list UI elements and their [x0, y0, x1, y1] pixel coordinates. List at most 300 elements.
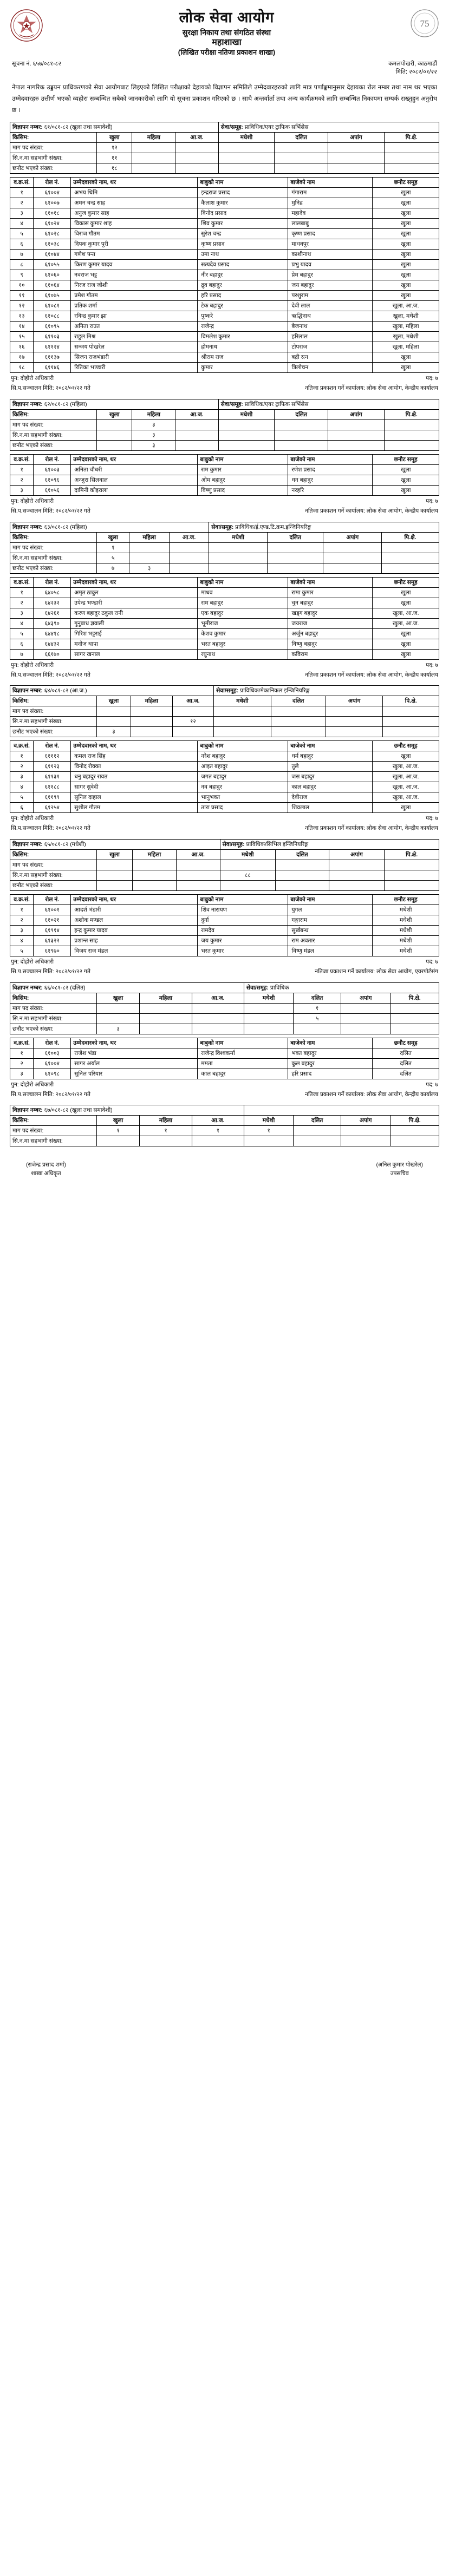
quota-value	[276, 870, 329, 881]
table-cell: ३	[10, 1069, 34, 1079]
table-cell: करण बहादुर ठकुल रानी	[71, 608, 198, 618]
table-row	[10, 762, 439, 772]
section-footnote	[10, 814, 439, 834]
table-row	[10, 628, 439, 639]
results-table	[10, 454, 439, 496]
quota-value	[276, 881, 329, 891]
quota-value	[382, 563, 439, 573]
quota-value	[274, 419, 328, 430]
table-cell: ९	[10, 270, 34, 280]
quota-value	[274, 153, 328, 163]
table-cell: खुला	[373, 208, 439, 219]
quota-value	[384, 153, 439, 163]
quota-value	[140, 1013, 192, 1024]
quota-value	[329, 881, 385, 891]
table-cell: इन्द्र कुमार यादव	[71, 926, 198, 936]
footnote-post-count: पद: ७	[426, 661, 438, 668]
quota-value	[218, 153, 274, 163]
table-cell: आइत बहादुर	[198, 762, 288, 772]
table-cell: सागर सुवेदी	[71, 782, 198, 792]
results-header-row	[10, 178, 439, 188]
table-cell: ६४३९०	[34, 618, 71, 628]
nepal-emblem-icon	[10, 9, 43, 42]
table-cell: खुला, आ.ज.	[373, 792, 439, 803]
quota-category-header: खुला	[97, 133, 132, 143]
adv-service-row	[10, 840, 439, 850]
table-cell: सागर अर्याल	[71, 1058, 198, 1069]
quota-value	[323, 563, 382, 573]
results-column-header: बाबुको नाम	[198, 178, 288, 188]
table-cell: विष्णु मंडल	[288, 946, 373, 956]
results-column-header: छनौट समूह	[373, 178, 439, 188]
quota-summary-table	[10, 522, 439, 574]
table-cell: राजेन्द्र विश्वकर्मा	[198, 1048, 288, 1058]
quota-value	[220, 881, 276, 891]
results-header-row	[10, 577, 439, 587]
table-cell: विजय राज मंडल	[71, 946, 198, 956]
quota-summary-table	[10, 1105, 439, 1146]
quota-value	[384, 430, 439, 440]
table-cell: तारा प्रसाद	[198, 803, 288, 813]
advertisement-number: विज्ञापन नम्बर: ६१/०८१-८२ (खुला तथा समावेशी)	[10, 122, 219, 133]
table-cell: जयराज	[288, 618, 373, 628]
table-row	[10, 311, 439, 322]
quota-category-header: महिला	[133, 850, 177, 860]
quota-value	[220, 860, 276, 870]
quota-category-header: दलित	[271, 696, 326, 706]
table-cell: युगल	[288, 905, 373, 915]
table-cell: उमा नाथ	[198, 250, 288, 260]
table-cell: ३	[10, 608, 34, 618]
table-cell: खुला	[373, 250, 439, 260]
svg-text:75: 75	[420, 18, 430, 29]
footnote-post-count: पद: ७	[426, 497, 438, 504]
quota-value: १	[97, 542, 129, 553]
section-footnote	[10, 958, 439, 977]
table-cell: २	[10, 598, 34, 608]
notice-date-row	[10, 68, 439, 76]
quota-category-header: मधेशी	[209, 532, 268, 542]
table-cell: दलित	[373, 1058, 439, 1069]
results-column-header: छनौट समूह	[373, 577, 439, 587]
quota-value: ७	[97, 563, 129, 573]
quota-value	[294, 1136, 341, 1146]
quota-category-header: खुला	[97, 850, 133, 860]
table-cell: जय बहादुर	[288, 280, 373, 291]
table-cell: ६१०५५	[34, 260, 71, 270]
quota-value	[294, 1126, 341, 1136]
table-cell: ६१००३	[34, 464, 71, 475]
quota-row	[10, 440, 439, 450]
table-cell: खुला, आ.ज.	[373, 782, 439, 792]
table-cell: सागर खनाल	[71, 649, 198, 659]
table-row	[10, 208, 439, 219]
quota-category-header: पि.क्षे.	[391, 1116, 439, 1126]
quota-summary-table	[10, 685, 439, 737]
table-cell: २	[10, 198, 34, 208]
quota-row-label: छनौट भएको संख्या:	[10, 881, 97, 891]
table-cell: ६११९९	[34, 792, 71, 803]
quota-category-header: पि.क्षे.	[384, 133, 439, 143]
quota-value	[383, 706, 439, 717]
quota-value	[175, 143, 219, 153]
table-cell: ६१११२	[34, 751, 71, 762]
results-column-header: बाबुको नाम	[198, 741, 288, 751]
signature-left-post: शाखा अधिकृत	[31, 1170, 61, 1177]
quota-value	[175, 153, 219, 163]
quota-row-label: छनौट भएको संख्या:	[10, 1024, 97, 1034]
table-cell: टोपराज	[288, 342, 373, 352]
quota-row-label: सि.न.मा सहभागी संख्या:	[10, 153, 97, 163]
table-cell: आदर्श भंडारी	[71, 905, 198, 915]
quota-row	[10, 870, 439, 881]
quota-value: १	[294, 1003, 341, 1013]
table-cell: ३	[10, 485, 34, 495]
table-cell: खुला	[373, 280, 439, 291]
quota-value	[140, 1024, 192, 1034]
table-cell: ६१००१	[34, 905, 71, 915]
quota-category-header: खुला	[97, 532, 129, 542]
table-cell: जय कुमार	[198, 936, 288, 946]
footnote-post-title: पुन: दोहोरो अधिकारी	[11, 661, 54, 668]
table-cell: सिजन राजभंडारी	[71, 352, 198, 363]
quota-value	[341, 1126, 391, 1136]
table-cell: तुले	[288, 762, 373, 772]
table-cell: अन्जुरा सिलवाल	[71, 475, 198, 485]
results-column-header: रोल नं.	[34, 454, 71, 464]
table-cell: अभय थिमि	[71, 188, 198, 198]
table-cell: ६४०५८	[34, 587, 71, 598]
table-cell: ७	[10, 250, 34, 260]
quota-value	[294, 1024, 341, 1034]
table-row	[10, 280, 439, 291]
table-cell: ५	[10, 628, 34, 639]
table-cell: होमनाथ	[198, 342, 288, 352]
table-cell: ६११२४	[34, 342, 71, 352]
quota-row	[10, 1003, 439, 1013]
table-row	[10, 188, 439, 198]
table-cell: खुला	[373, 803, 439, 813]
table-cell: ६१०७५	[34, 291, 71, 301]
table-row	[10, 322, 439, 332]
advertisement-section	[10, 685, 439, 834]
quota-value	[271, 717, 326, 727]
quota-row-label: माग पद संख्या:	[10, 143, 97, 153]
results-header-row	[10, 1038, 439, 1048]
signature-left	[26, 1161, 66, 1178]
quota-header-row	[10, 993, 439, 1003]
table-cell: मुनिद्र	[288, 198, 373, 208]
table-cell: मधेशी	[373, 915, 439, 926]
quota-category-header: आ.ज.	[192, 993, 244, 1003]
table-cell: ६१९१४	[34, 926, 71, 936]
quota-value	[385, 881, 439, 891]
quota-header-row	[10, 409, 439, 419]
table-cell: कृष्ण प्रसाद	[198, 239, 288, 250]
table-cell: परशुराम	[288, 291, 373, 301]
table-cell: काशीनाथ	[288, 250, 373, 260]
table-cell: ५	[10, 946, 34, 956]
table-cell: सुशील गौतम	[71, 803, 198, 813]
table-cell: भरत बहादुर	[198, 639, 288, 649]
quota-value	[328, 143, 384, 153]
quota-row-label: सि.न.मा सहभागी संख्या:	[10, 1013, 97, 1024]
quota-category-header: पि.क्षे.	[383, 696, 439, 706]
results-table	[10, 577, 439, 660]
quota-value	[329, 870, 385, 881]
table-row	[10, 608, 439, 618]
table-cell: रणेश प्रसाद	[288, 464, 373, 475]
adv-service-row	[10, 522, 439, 532]
quota-category-header: अपांग	[341, 1116, 391, 1126]
quota-category-header: आ.ज.	[169, 532, 209, 542]
table-cell: २	[10, 915, 34, 926]
quota-value	[129, 542, 170, 553]
results-header-row	[10, 895, 439, 905]
table-cell: खुला	[373, 628, 439, 639]
section-footnote	[10, 374, 439, 394]
service-group: सेवा/समूह: प्राविधिक/एयर ट्राफिक सर्भिसेस	[218, 122, 439, 133]
quota-value	[323, 542, 382, 553]
table-row	[10, 1069, 439, 1079]
quota-value	[175, 163, 219, 174]
footnote-post-count: पद: ७	[426, 1081, 438, 1088]
footnote-post-title: पुन: दोहोरो अधिकारी	[11, 959, 54, 966]
table-cell: हरिलाल	[288, 332, 373, 342]
advertisement-number: विज्ञापन नम्बर: ६६/०८१-८२ (दलित)	[10, 982, 244, 993]
quota-value	[326, 727, 382, 737]
table-cell: नरहरि	[288, 485, 373, 495]
quota-row	[10, 153, 439, 163]
quota-value	[169, 553, 209, 563]
quota-category-header: मधेशी	[214, 696, 271, 706]
table-cell: भरत कुमार	[198, 946, 288, 956]
quota-value: ३	[132, 419, 175, 430]
quota-category-header: दलित	[294, 1116, 341, 1126]
quota-value	[384, 419, 439, 430]
results-column-header: बाजेको नाम	[288, 577, 373, 587]
quota-row	[10, 1136, 439, 1146]
table-row	[10, 946, 439, 956]
quota-header-label: किसिम:	[10, 850, 97, 860]
table-row	[10, 905, 439, 915]
table-cell: ६४४१८	[34, 628, 71, 639]
table-cell: गुनुबाध ज्ञवाली	[71, 618, 198, 628]
quota-category-header: अपांग	[328, 133, 384, 143]
quota-value	[267, 542, 323, 553]
table-cell: भूमीराज	[198, 618, 288, 628]
table-cell: ६१००४	[34, 1058, 71, 1069]
signature-footer	[10, 1161, 439, 1178]
quota-value	[214, 717, 271, 727]
quota-value	[218, 143, 274, 153]
quota-value	[192, 1136, 244, 1146]
adv-service-row	[10, 399, 439, 409]
results-column-header: बाबुको नाम	[198, 454, 288, 464]
quota-value	[97, 430, 132, 440]
table-cell: ६११३७	[34, 352, 71, 363]
table-row	[10, 464, 439, 475]
results-table	[10, 177, 439, 373]
org-title: लोक सेवा आयोग	[179, 9, 275, 25]
quota-category-header: अपांग	[341, 993, 391, 1003]
quota-value	[328, 153, 384, 163]
table-cell: भक्त बहादुर	[288, 1048, 373, 1058]
table-cell: खुला	[373, 352, 439, 363]
table-cell: राम कुमार	[198, 464, 288, 475]
table-cell: ६११२३	[34, 762, 71, 772]
quota-value	[382, 542, 439, 553]
advertisement-number: विज्ञापन नम्बर: ६५/०८१-८२ (मधेशी)	[10, 840, 220, 850]
quota-row	[10, 419, 439, 430]
notice-date: मिति: २०८२/०१/२२	[395, 68, 437, 75]
quota-row-label: छनौट भएको संख्या:	[10, 440, 97, 450]
quota-value	[341, 1003, 391, 1013]
results-column-header: व.क्र.सं.	[10, 178, 34, 188]
table-cell: कमल राज सिंह	[71, 751, 198, 762]
quota-category-header: महिला	[132, 133, 175, 143]
quota-value: ३	[97, 1024, 140, 1034]
results-column-header: व.क्र.सं.	[10, 1038, 34, 1048]
results-column-header: बाजेको नाम	[288, 741, 373, 751]
quota-value	[133, 881, 177, 891]
notice-page	[0, 0, 449, 1189]
table-cell: ६१०९८	[34, 1069, 71, 1079]
table-cell: ६११३१	[34, 772, 71, 782]
quota-value	[177, 881, 220, 891]
footnote-publishing-office: नतिजा प्रकाशन गर्ने कार्यालय: लोक सेवा आयोग, केन्द्रीय कार्यालय	[305, 1091, 438, 1098]
org-subtitle-2: महाशाखा	[212, 38, 242, 48]
results-column-header: व.क्र.सं.	[10, 454, 34, 464]
quota-row	[10, 143, 439, 153]
quota-value	[385, 870, 439, 881]
table-cell: राहुल मिश्र	[71, 332, 198, 342]
quota-header-label: किसिम:	[10, 133, 97, 143]
table-cell: अर्जुन बहादुर	[288, 628, 373, 639]
table-cell: ६१०९६	[34, 475, 71, 485]
quota-value	[209, 553, 268, 563]
quota-row	[10, 1126, 439, 1136]
table-cell: कैलाश कुमार	[198, 198, 288, 208]
table-cell: खुला	[373, 260, 439, 270]
service-group: सेवा/समूह: प्राविधिक/एयर ट्राफिक सर्भिसेस	[218, 399, 439, 409]
table-cell: प्रशान्त साह	[71, 936, 198, 946]
table-cell: भानुभक्त	[198, 792, 288, 803]
table-row	[10, 587, 439, 598]
table-cell: सुनिल परियार	[71, 1069, 198, 1079]
table-cell: सन्जय पोखरेल	[71, 342, 198, 352]
quota-category-header: आ.ज.	[177, 850, 220, 860]
quota-category-header: अपांग	[328, 409, 384, 419]
table-cell: ६१००४	[34, 188, 71, 198]
table-cell: विकास कुमार शाह	[71, 219, 198, 229]
table-cell: सत्यदेव प्रसाद	[198, 260, 288, 270]
table-cell: खुला, मधेशी	[373, 311, 439, 322]
quota-value	[391, 1013, 439, 1024]
page-header	[10, 5, 439, 57]
table-row	[10, 260, 439, 270]
table-cell: खुला	[373, 363, 439, 373]
table-cell: माधवपुर	[288, 239, 373, 250]
table-cell: ६१००७	[34, 198, 71, 208]
quota-value: १२	[172, 717, 214, 727]
advertisement-section	[10, 1105, 439, 1146]
quota-value	[328, 440, 384, 450]
quota-value	[97, 1013, 140, 1024]
results-header-row	[10, 454, 439, 464]
table-cell: खड्ग बहादुर	[288, 608, 373, 618]
quota-row	[10, 727, 439, 737]
quota-value	[133, 860, 177, 870]
table-cell: १	[10, 587, 34, 598]
table-cell: खुला	[373, 239, 439, 250]
quota-row-label: छनौट भएको संख्या:	[10, 563, 97, 573]
quota-value	[244, 1013, 293, 1024]
table-cell: ६१०२४	[34, 219, 71, 229]
table-cell: पुष्करे	[198, 311, 288, 322]
quota-value: ५	[97, 553, 129, 563]
notice-number: सूचना नं. ६५७/०८१-८२	[12, 60, 62, 67]
quota-value	[244, 1136, 293, 1146]
table-cell: नव बहादुर	[198, 782, 288, 792]
table-row	[10, 332, 439, 342]
table-cell: दलित	[373, 1048, 439, 1058]
quota-category-header: महिला	[140, 1116, 192, 1126]
footnote-publishing-office: नतिजा प्रकाशन गर्ने कार्यालय: लोक सेवा आयोग, केन्द्रीय कार्यालय	[305, 671, 438, 678]
quota-category-header: अपांग	[326, 696, 382, 706]
adv-service-row	[10, 982, 439, 993]
table-cell: २	[10, 475, 34, 485]
table-cell: विनोद प्रसाद	[198, 208, 288, 219]
table-cell: १	[10, 751, 34, 762]
table-cell: ६१९७०	[34, 946, 71, 956]
table-cell: विमलेश कुमार	[198, 332, 288, 342]
quota-category-header: दलित	[267, 532, 323, 542]
table-cell: खुला, आ.ज.	[373, 618, 439, 628]
table-row	[10, 239, 439, 250]
org-subtitle-1: सुरक्षा निकाय तथा संगठित संस्था	[182, 28, 271, 37]
quota-value	[383, 727, 439, 737]
quota-value	[391, 1003, 439, 1013]
table-cell: शिव नारायण	[198, 905, 288, 915]
notice-meta	[10, 60, 439, 68]
results-column-header: बाबुको नाम	[198, 895, 288, 905]
results-column-header: व.क्र.सं.	[10, 895, 34, 905]
table-cell: १	[10, 464, 34, 475]
table-cell: किरण कुमार यादव	[71, 260, 198, 270]
quota-header-label: किसिम:	[10, 532, 97, 542]
table-cell: ६१२५४	[34, 803, 71, 813]
table-cell: विराज गौतम	[71, 229, 198, 239]
table-row	[10, 250, 439, 260]
table-cell: देवी लाल	[288, 301, 373, 311]
quota-value	[132, 153, 175, 163]
table-row	[10, 792, 439, 803]
table-cell: खुला	[373, 751, 439, 762]
section-footnote	[10, 497, 439, 516]
table-cell: राजेश भंडा	[71, 1048, 198, 1058]
quota-value	[341, 1024, 391, 1034]
quota-row-label: सि.न.मा सहभागी संख्या:	[10, 717, 97, 727]
quota-summary-table	[10, 982, 439, 1034]
quota-header-row	[10, 532, 439, 542]
quota-value	[177, 860, 220, 870]
table-cell: मधेशी	[373, 946, 439, 956]
results-column-header: उम्मेदवारको नाम, थर	[71, 1038, 198, 1048]
quota-row	[10, 563, 439, 573]
quota-value	[244, 1024, 293, 1034]
results-column-header: उम्मेदवारको नाम, थर	[71, 454, 198, 464]
